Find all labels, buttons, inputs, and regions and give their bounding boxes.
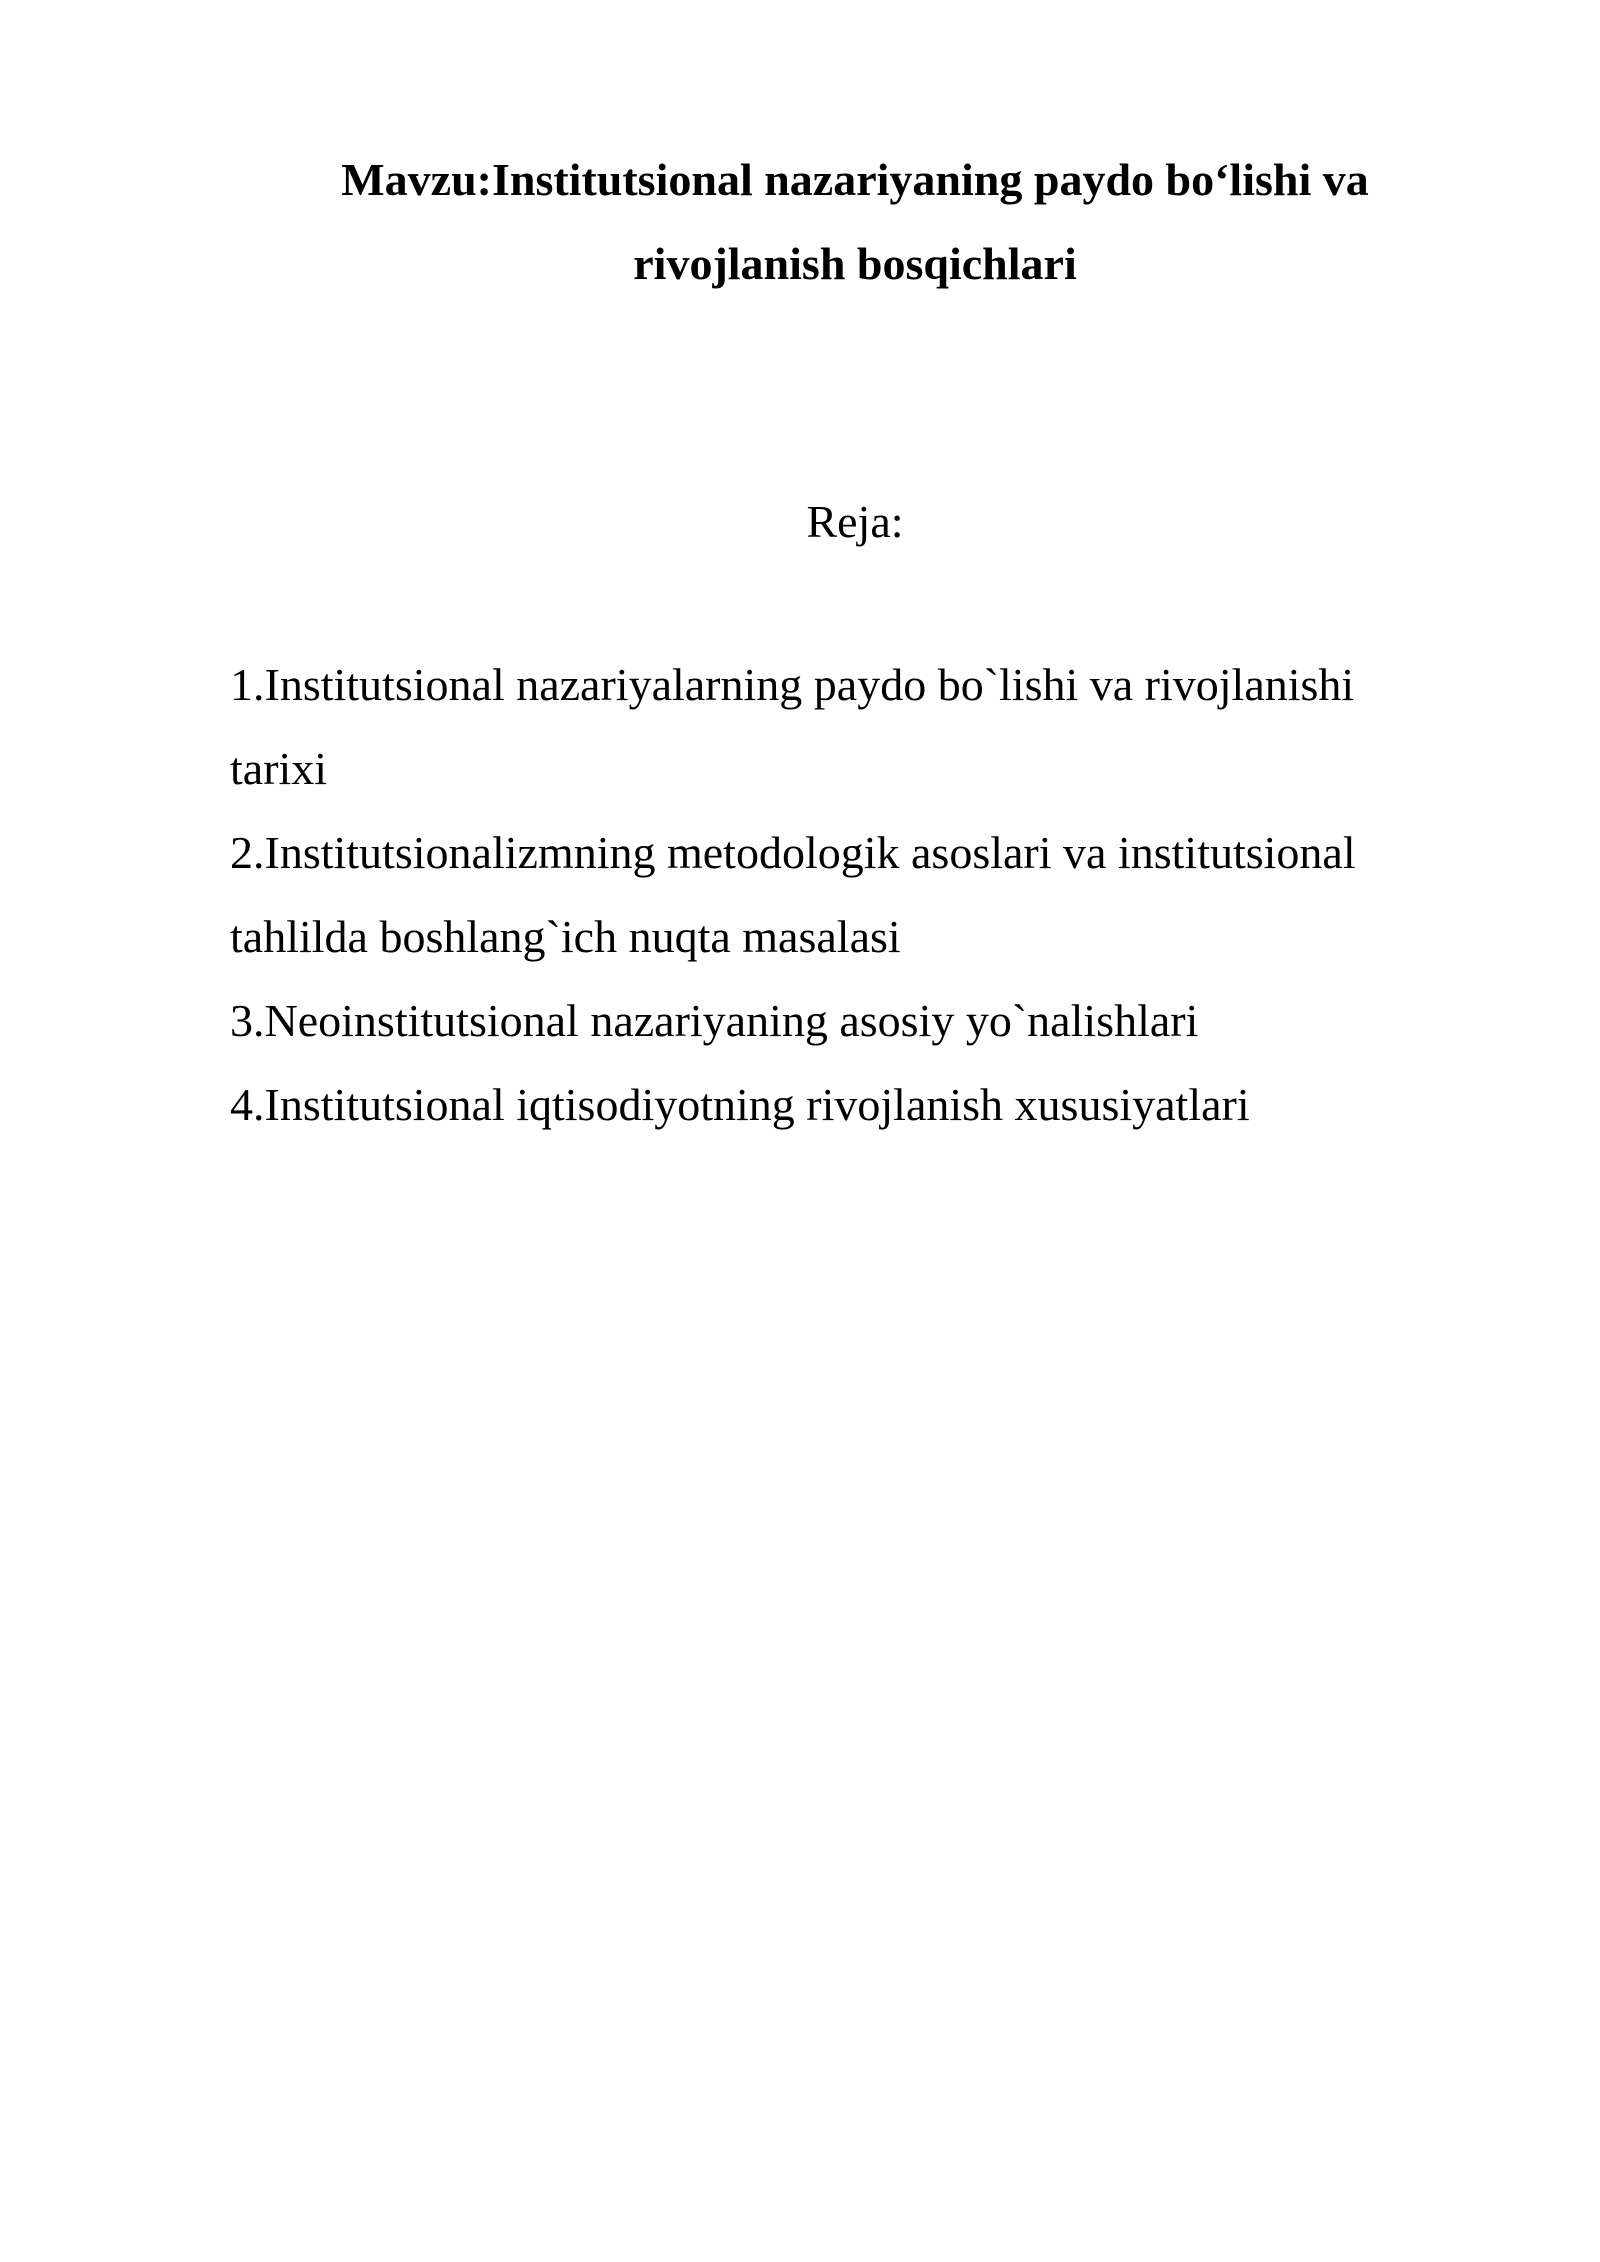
plan-item: 1.Institutsional nazariyalarning paydo bo`lishi va rivojlanishi tarixi [230,659,1355,794]
plan-item: 3.Neoinstitutsional nazariyaning asosiy yo`nalishlari [230,995,1199,1046]
plan-heading: Reja: [806,496,904,547]
plan-item: 4.Institutsional iqtisodiyotning rivojlanish xususiyatlari [230,1079,1250,1130]
plan-list [230,643,1450,1147]
page-title: Mavzu:Institutsional nazariyaning paydo bo‘lishi va rivojlanish bosqichlari [341,154,1369,289]
plan-item: 2.Institutsionalizmning metodologik asoslari va institutsional tahlilda boshlang`ich nuqta masalasi [230,827,1356,962]
